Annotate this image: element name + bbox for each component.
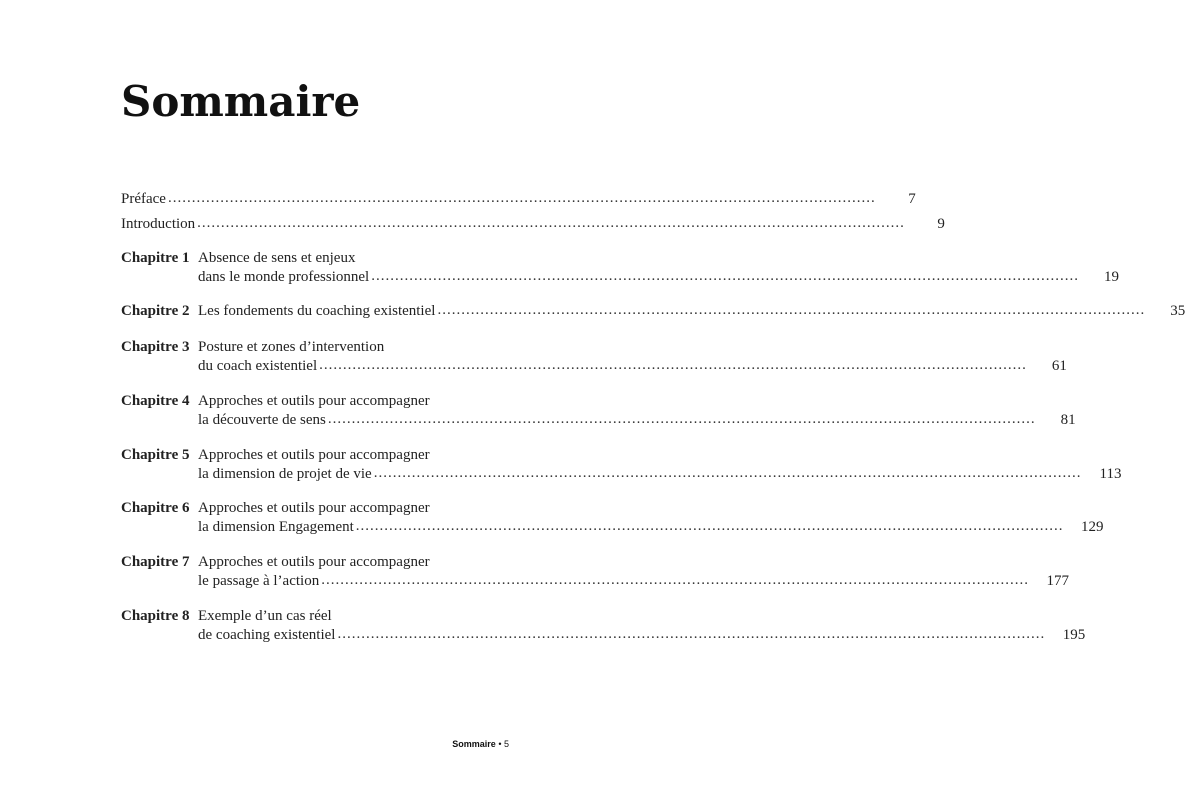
chapter-title-line: Approches et outils pour accompagner <box>198 447 430 463</box>
chapter-title-line: la dimension de projet de vie <box>198 466 372 482</box>
toc-page-number: 177 <box>1046 573 1069 589</box>
page-footer <box>452 739 509 749</box>
footer-bullet: • <box>498 739 502 749</box>
toc-leader-dots: ..................................................................................................................................................... <box>373 465 1082 481</box>
toc-entry-label: Préface <box>121 191 166 207</box>
chapter-label: Chapitre 1 <box>121 250 190 266</box>
toc-page-number: 81 <box>1060 412 1076 428</box>
toc-entry-chapter-3 <box>121 338 1067 376</box>
toc-page-number: 61 <box>1051 358 1067 374</box>
toc-entry-introduction <box>121 212 945 237</box>
chapter-label: Chapitre 4 <box>121 393 190 409</box>
toc-entry-chapter-6 <box>121 499 1104 537</box>
chapter-title-line: Absence de sens et enjeux <box>198 250 356 266</box>
chapter-label: Chapitre 5 <box>121 447 190 463</box>
footer-page-number: 5 <box>503 739 509 749</box>
chapter-title-line: de coaching existentiel <box>198 627 336 643</box>
chapter-label: Chapitre 8 <box>121 608 190 624</box>
chapter-label: Chapitre 6 <box>121 500 190 516</box>
chapter-label: Chapitre 3 <box>121 339 190 355</box>
toc-page-number: 35 <box>1170 303 1185 319</box>
chapter-label: Chapitre 2 <box>121 303 190 319</box>
chapter-title-line: Approches et outils pour accompagner <box>198 500 430 516</box>
toc-entry-chapter-4 <box>121 392 1076 430</box>
chapter-title-line: le passage à l’action <box>198 573 320 589</box>
chapter-title-line: Les fondements du coaching existentiel <box>198 303 436 319</box>
toc-entry-chapter-2 <box>121 302 1185 321</box>
toc-leader-dots: ..................................................................................................................................................... <box>319 357 1027 373</box>
chapter-title-line: Posture et zones d’intervention <box>198 339 385 355</box>
toc-entry-chapter-8 <box>121 607 1086 645</box>
toc-entry-label: Introduction <box>121 216 196 232</box>
chapter-title-line: dans le monde professionnel <box>198 269 370 285</box>
toc-page-number: 113 <box>1099 466 1122 482</box>
toc-leader-dots: ..................................................................................................................................................... <box>371 268 1079 284</box>
toc-leader-dots: ..................................................................................................................................................... <box>321 572 1029 588</box>
toc-entry-preface <box>121 187 916 212</box>
chapter-title-line: du coach existentiel <box>198 358 318 374</box>
chapter-title-line: Exemple d’un cas réel <box>198 608 332 624</box>
chapter-title-line: Approches et outils pour accompagner <box>198 554 430 570</box>
toc-entry-chapter-5 <box>121 446 1122 484</box>
chapter-title-line: la dimension Engagement <box>198 519 354 535</box>
toc-leader-dots: ..................................................................................................................................................... <box>437 302 1146 318</box>
footer-section-title: Sommaire <box>452 739 496 749</box>
toc-leader-dots: ..................................................................................................................................................... <box>327 411 1036 427</box>
chapter-title-line: la découverte de sens <box>198 412 326 428</box>
chapter-label: Chapitre 7 <box>121 554 190 570</box>
toc-entry-chapter-7 <box>121 553 1069 591</box>
toc-leader-dots: ..................................................................................................................................................... <box>167 190 876 206</box>
toc-leader-dots: ..................................................................................................................................................... <box>197 215 905 231</box>
toc-page-number: 7 <box>908 191 916 207</box>
toc-page-number: 195 <box>1062 627 1086 643</box>
chapter-title-line: Approches et outils pour accompagner <box>198 393 430 409</box>
toc-page-number: 129 <box>1081 519 1104 535</box>
toc-page-number: 9 <box>937 216 945 232</box>
page-title: Sommaire <box>121 77 361 126</box>
toc-leader-dots: ..................................................................................................................................................... <box>337 626 1046 642</box>
toc-entry-chapter-1 <box>121 249 1119 287</box>
toc-page-number: 19 <box>1103 269 1119 285</box>
toc-leader-dots: ..................................................................................................................................................... <box>355 518 1064 534</box>
